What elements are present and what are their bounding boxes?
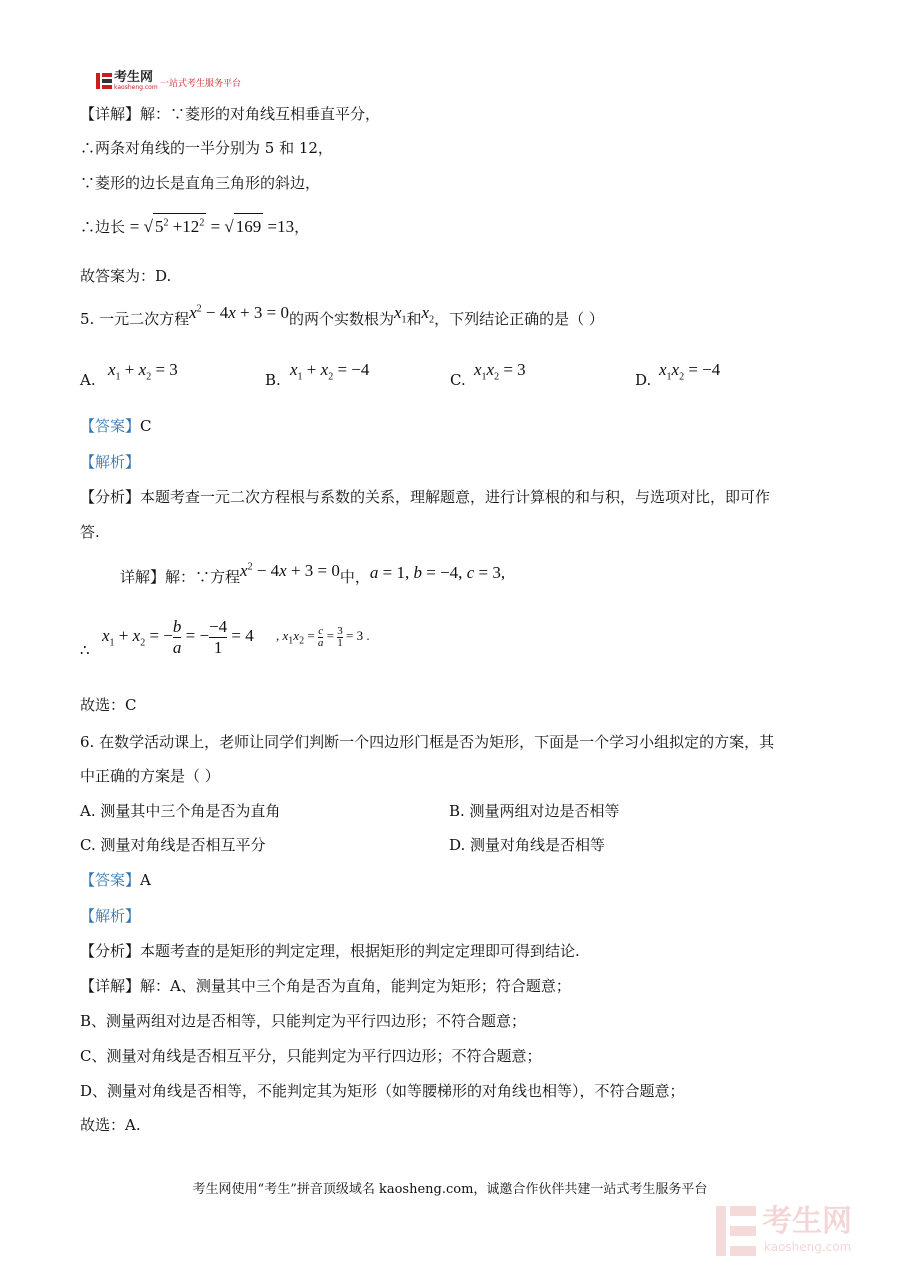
q5-stem-mid: 的两个实数根为: [288, 310, 394, 328]
q5-detail-mid: 中，: [339, 568, 370, 586]
q5-option-a-formula: $x_1 + x_2 = 3$: [108, 360, 178, 383]
q6-option-b: B. 测量两组对边是否相等: [449, 802, 620, 820]
q5-root-x2: $x_2$: [421, 303, 435, 326]
q5-option-c-formula: $x_1x_2 = 3$: [474, 360, 526, 383]
q5-option-b-label: B.: [265, 371, 281, 389]
q6-analysis: 【分析】本题考查的是矩形的判定定理，根据矩形的判定定理即可得到结论.: [80, 942, 580, 960]
logo-slogan: 一站式考生服务平台: [160, 79, 242, 89]
q5-option-c-label: C.: [450, 371, 466, 389]
q6-option-c: C. 测量对角线是否相互平分: [80, 836, 266, 854]
q6-detail-2: B、测量两组对边是否相等，只能判定为平行四边形；不符合题意；: [80, 1012, 527, 1030]
q5-coefficients: a = 1, b = −4, c = 3,: [369, 563, 506, 582]
q5-detail-prefix: 详解】解：∵方程: [120, 568, 241, 586]
watermark-logo-icon: [716, 1206, 756, 1256]
q5-therefore: ∴: [80, 641, 90, 659]
q5-option-b-formula: $x_1 + x_2 = -4$: [290, 360, 370, 383]
q4-side-formula: = √ $5^2 +12^2$ = √ 169 =13: [130, 217, 294, 236]
q5-final: 故选：C: [80, 696, 137, 714]
q4-therefore-side: ∴边长: [80, 218, 126, 236]
q5-analysis-tag: 【解析】: [80, 453, 141, 471]
q4-answer: 故答案为：D.: [80, 267, 172, 285]
q5-stem: [80, 305, 604, 333]
q5-stem-prefix: 5. 一元二次方程: [80, 310, 190, 328]
q6-answer-value: A: [140, 871, 151, 889]
q5-analysis-line-1: 【分析】本题考查一元二次方程根与系数的关系，理解题意，进行计算根的和与积，与选项对比，即可作: [80, 488, 771, 506]
logo-name: 考生网: [114, 70, 154, 85]
q5-answer-tag: 【答案】: [80, 417, 141, 435]
q5-sum-formula: $x_1 + x_2$ = − $\frac{b}{a}$ = − $\frac{-4}{1}$ = 4: [102, 616, 254, 657]
q5-option-d-label: D.: [635, 371, 652, 389]
q6-final: 故选：A.: [80, 1116, 141, 1134]
q6-option-d: D. 测量对角线是否相等: [449, 836, 606, 854]
q4-detail-line-2: ∴两条对角线的一半分别为 5 和 12，: [80, 139, 333, 157]
q4-detail-line-3: ∵菱形的边长是直角三角形的斜边，: [80, 174, 321, 192]
footer-text: 考生网使用“考生”拼音顶级域名 kaosheng.com，诚邀合作伙伴共建一站式考生服务平台: [192, 1182, 708, 1197]
q6-detail-4: D、测量对角线是否相等，不能判定其为矩形（如等腰梯形的对角线也相等），不符合题意；: [80, 1082, 685, 1100]
q6-detail-1: 【详解】解：A、测量其中三个角是否为直角，能判定为矩形；符合题意；: [80, 977, 571, 995]
q5-option-d-formula: $x_1x_2 = -4$: [659, 360, 721, 383]
q5-detail-equation: $x^2 - 4x + 3 = 0$: [240, 561, 340, 580]
q6-answer-line: [80, 870, 151, 890]
q4-detail-line-4: [80, 213, 309, 240]
q4-detail-line-1: 【详解】解：∵菱形的对角线互相垂直平分，: [80, 105, 381, 123]
q5-product-formula: , $x_1x_2$ = $\frac{c}{a}$ = $\frac{3}{1}$ = 3 .: [276, 624, 370, 649]
watermark-domain: kaosheng.com: [764, 1240, 852, 1254]
q5-stem-and: 和: [406, 310, 422, 328]
q6-stem-line-2: 中正确的方案是（ ）: [80, 767, 220, 785]
q4-comma: ，: [294, 218, 310, 236]
q6-analysis-tag: 【解析】: [80, 907, 141, 925]
kaosheng-logo-icon: [96, 73, 112, 89]
q5-analysis-line-2: 答.: [80, 523, 100, 541]
q6-answer-tag: 【答案】: [80, 871, 141, 889]
q5-answer-value: C: [140, 417, 152, 435]
q5-equation: $x^2 - 4x + 3 = 0$: [189, 303, 289, 322]
watermark-name: 考生网: [762, 1204, 852, 1239]
q5-option-a-label: A.: [80, 371, 96, 389]
q6-stem-line-1: 6. 在数学活动课上，老师让同学们判断一个四边形门框是否为矩形，下面是一个学习小组拟定的方案，其: [80, 733, 775, 751]
q6-detail-3: C、测量对角线是否相互平分，只能判定为平行四边形；不符合题意；: [80, 1047, 542, 1065]
q5-answer-line: [80, 416, 152, 436]
q5-root-x1: $x_1$: [393, 303, 407, 326]
q5-stem-suffix: ，下列结论正确的是（ ）: [434, 310, 604, 328]
logo-domain: kaosheng.com: [114, 84, 158, 91]
q6-option-a: A. 测量其中三个角是否为直角: [80, 802, 281, 820]
q5-detail-line: [120, 563, 505, 591]
